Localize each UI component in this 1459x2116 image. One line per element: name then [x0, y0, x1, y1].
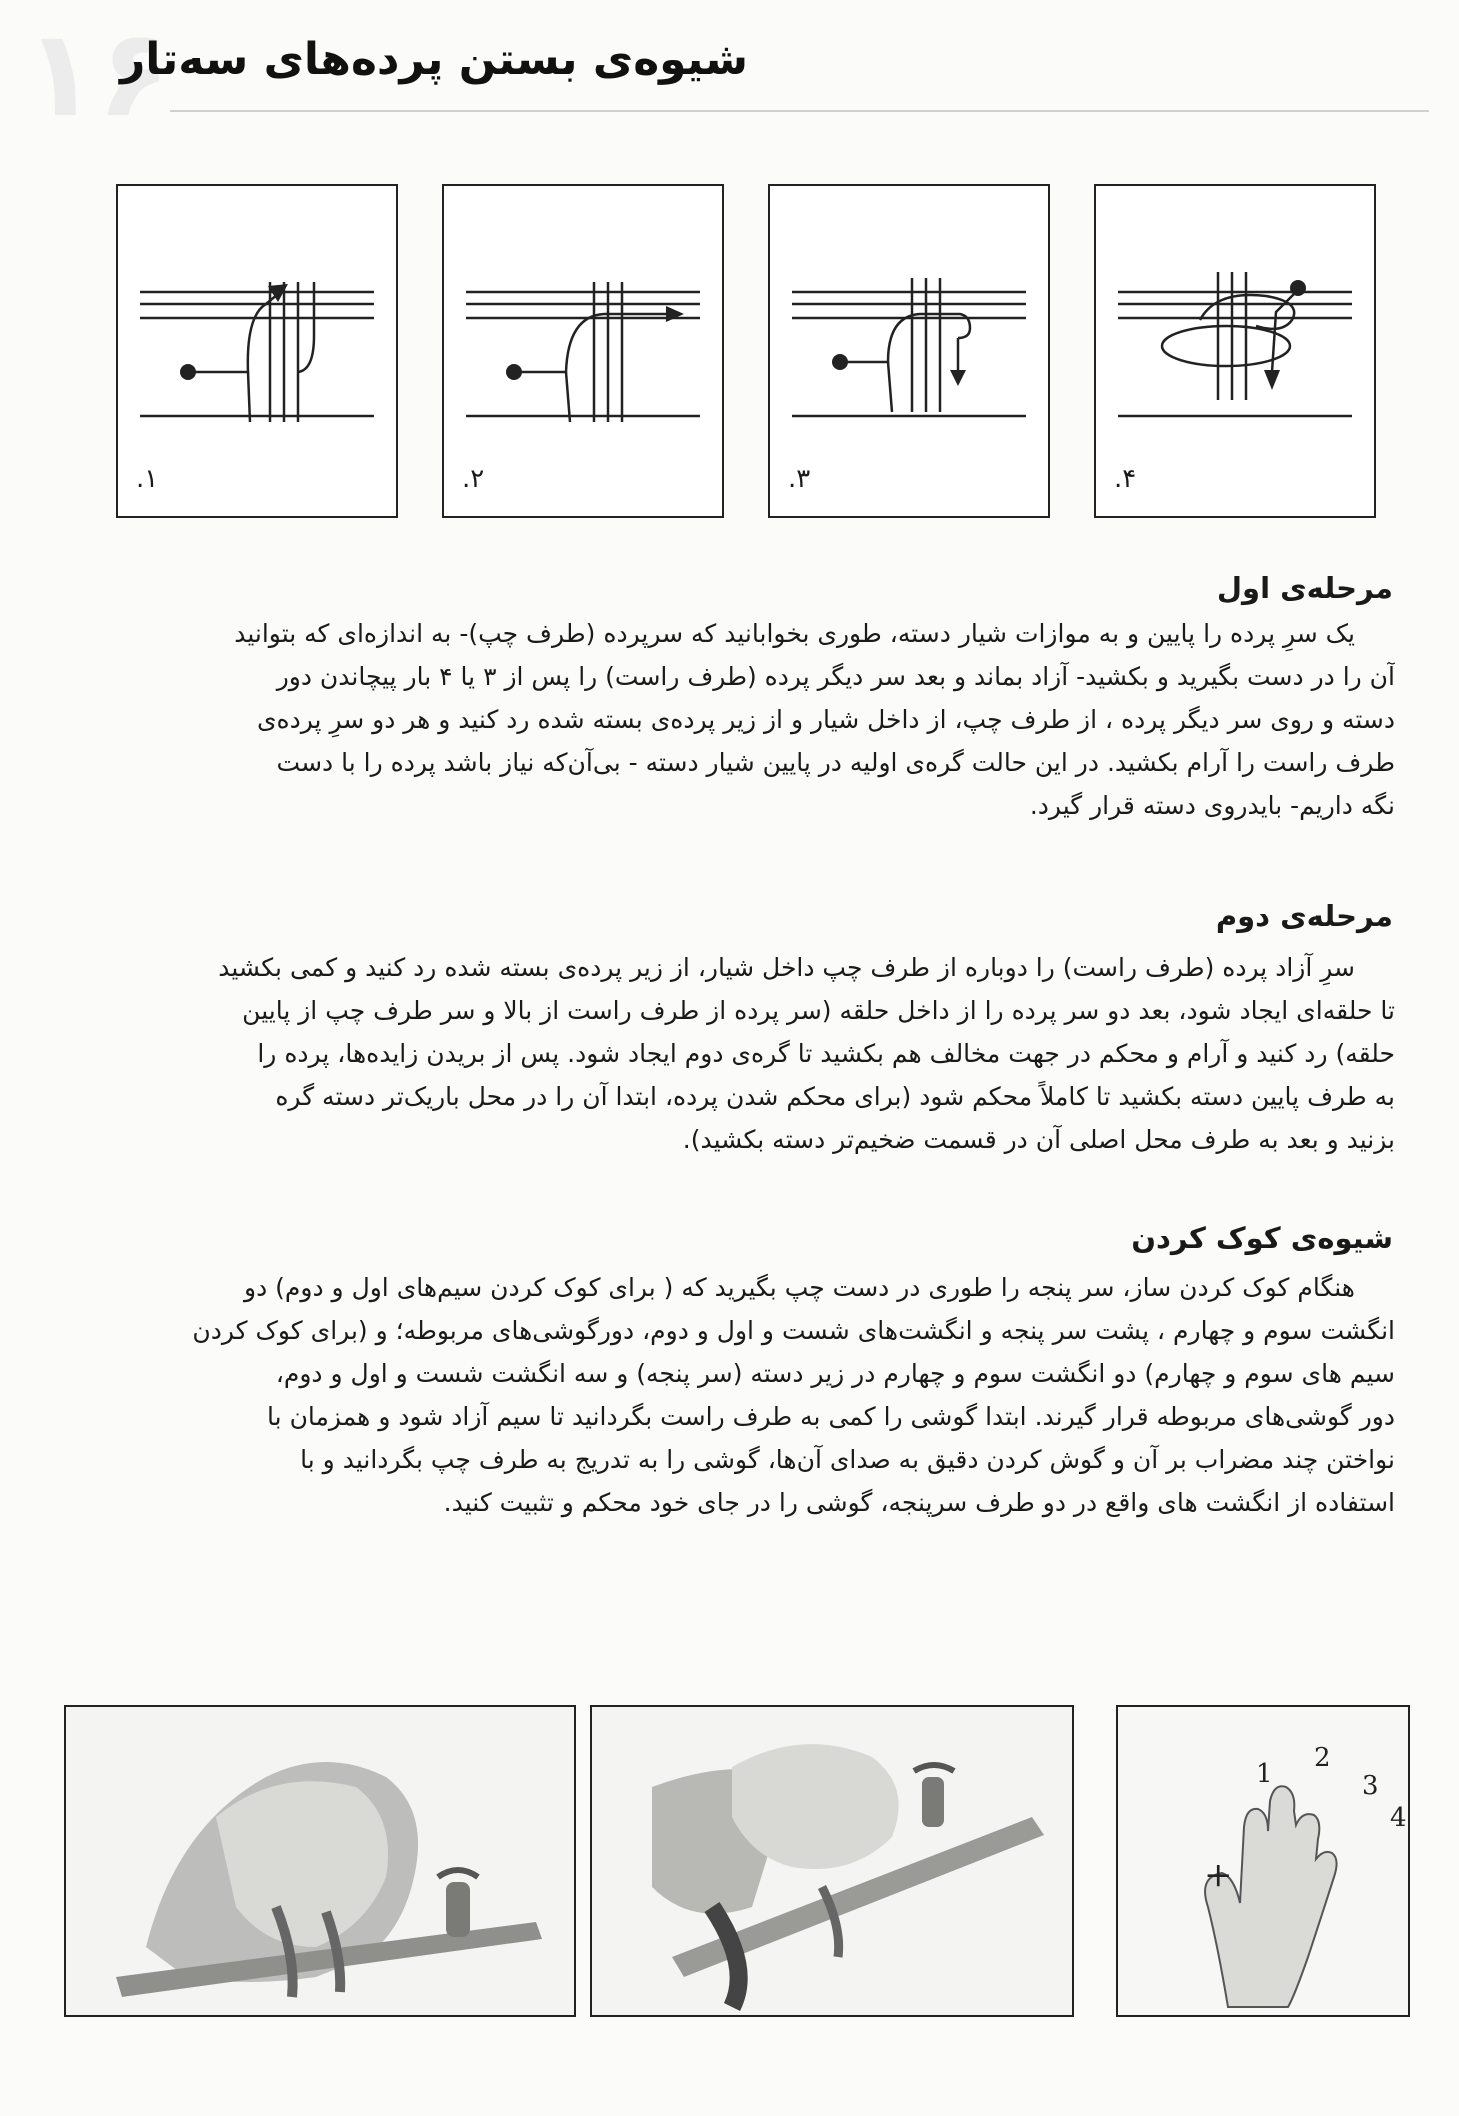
hand-sketch-illustration — [592, 1707, 1072, 2015]
photo-hand-holding-neck-left — [64, 1705, 576, 2017]
start-dot-icon — [180, 364, 196, 380]
diagram-step-2 — [442, 184, 724, 518]
paragraph-line: دسته و روی سر دیگر پرده ، از طرف چپ، از داخل شیار و از زیر پرده‌ی بسته شده رد کنید و هر دو سرِ پرده‌ی — [256, 705, 1395, 734]
section-paragraph-tuning — [85, 1266, 1395, 1524]
paragraph-line: نگه داریم- بایدروی دسته قرار گیرد. — [1029, 791, 1395, 820]
paragraph-line: سرِ آزاد پرده (طرف راست) را دوباره از طرف چپ داخل شیار، از زیر پرده‌ی بسته شده رد کنید و کمی بکشید — [218, 953, 1355, 982]
step-label-1: ۱. — [136, 464, 159, 494]
section-heading-step-one: مرحله‌ی اول — [1216, 571, 1393, 605]
photo-hand-finger-numbering — [1116, 1705, 1410, 2017]
diagram-step-4 — [1094, 184, 1376, 518]
arrow-head-icon — [666, 306, 684, 322]
page-title: شیوه‌ی بستن پرده‌های سه‌تار — [119, 34, 748, 85]
diagram-step-1 — [116, 184, 398, 518]
finger-number-3: 3 — [1362, 1771, 1379, 1801]
fret-knot-illustration-3 — [770, 186, 1048, 516]
paragraph-line: تا حلقه‌ای ایجاد شود، بعد دو سر پرده را از داخل حلقه (سر پرده از طرف راست از بالا و سر طرف چپ از پایین — [242, 996, 1395, 1025]
step-label-3: ۳. — [788, 464, 811, 494]
start-dot-icon — [832, 354, 848, 370]
start-dot-icon — [506, 364, 522, 380]
fret-knot-illustration-2 — [444, 186, 722, 516]
paragraph-line: دور گوشی‌های مربوطه قرار گیرند. ابتدا گوشی را کمی به طرف راست بگردانید تا سیم آزاد شود و همزمان با — [267, 1402, 1395, 1431]
fret-knot-illustration-4 — [1096, 186, 1374, 516]
paragraph-line: استفاده از انگشت های واقع در دو طرف سرپنجه، گوشی را در جای خود محکم و تثبیت کنید. — [443, 1488, 1395, 1517]
hand-sketch-illustration — [66, 1707, 574, 2015]
hand-with-numbered-fingers-illustration — [1118, 1707, 1408, 2015]
section-heading-tuning: شیوه‌ی کوک کردن — [1131, 1221, 1393, 1255]
arrow-head-icon — [1264, 370, 1280, 390]
start-dot-icon — [1290, 280, 1306, 296]
paragraph-line: سیم های سوم و چهارم) دو انگشت سوم و چهارم در زیر دسته (سر پنجه) و سه انگشت شست و اول و دوم، — [275, 1359, 1395, 1388]
paragraph-line: هنگام کوک کردن ساز، سر پنجه را طوری در دست چپ بگیرید که ( برای کوک کردن سیم‌های اول و دوم) دو — [244, 1273, 1355, 1302]
paragraph-line: طرف راست را آرام بکشید. در این حالت گره‌ی اولیه در پایین شیار دسته - بی‌آن‌که نیاز باشد پرده را با دست — [276, 748, 1395, 777]
fret-knot-illustration-1 — [118, 186, 396, 516]
paragraph-line: یک سرِ پرده را پایین و به موازات شیار دسته، طوری بخوابانید که سرپرده (طرف چپ)- به اندازه‌ای که بتوانید — [234, 619, 1355, 648]
thumb-mark: + — [1204, 1855, 1233, 1895]
step-label-2: ۲. — [462, 464, 485, 494]
paragraph-line: نواختن چند مضراب بر آن و گوش کردن دقیق به صدای آن‌ها، گوشی را به تدریج به طرف چپ بگردانید و با — [300, 1445, 1395, 1474]
finger-number-2: 2 — [1314, 1743, 1331, 1773]
paragraph-line: آن را در دست بگیرید و بکشید- آزاد بماند و بعد سر دیگر پرده (طرف راست) را پس از ۳ یا ۴ بار پیچاندن دور — [276, 662, 1395, 691]
paragraph-line: به طرف پایین دسته بکشید تا کاملاً محکم شود (برای محکم شدن پرده، ابتدا آن را در محل باریک‌تر دسته گره — [275, 1082, 1395, 1111]
header-rule — [170, 110, 1429, 112]
paragraph-line: حلقه) رد کنید و آرام و محکم در جهت مخالف هم بکشید تا گره‌ی دوم ایجاد شود. پس از بریدن زایده‌ها، پرده را — [257, 1039, 1395, 1068]
photo-hand-tuning-peg — [590, 1705, 1074, 2017]
paragraph-line: انگشت سوم و چهارم ، پشت سر پنجه و انگشت‌های شست و اول و دوم، دورگوشی‌های مربوطه؛ و (برای کوک کردن — [192, 1316, 1395, 1345]
arrow-head-icon — [950, 370, 966, 386]
section-heading-step-two: مرحله‌ی دوم — [1215, 899, 1393, 933]
section-paragraph-step-one — [85, 612, 1395, 827]
finger-number-4: 4 — [1390, 1803, 1407, 1833]
page-number: ۱۶ — [24, 5, 171, 144]
section-paragraph-step-two — [85, 946, 1395, 1161]
paragraph-line: بزنید و بعد به طرف محل اصلی آن در قسمت ضخیم‌تر دسته بکشید). — [682, 1125, 1395, 1154]
step-label-4: ۴. — [1114, 464, 1137, 494]
diagram-step-3 — [768, 184, 1050, 518]
finger-number-1: 1 — [1256, 1759, 1273, 1789]
